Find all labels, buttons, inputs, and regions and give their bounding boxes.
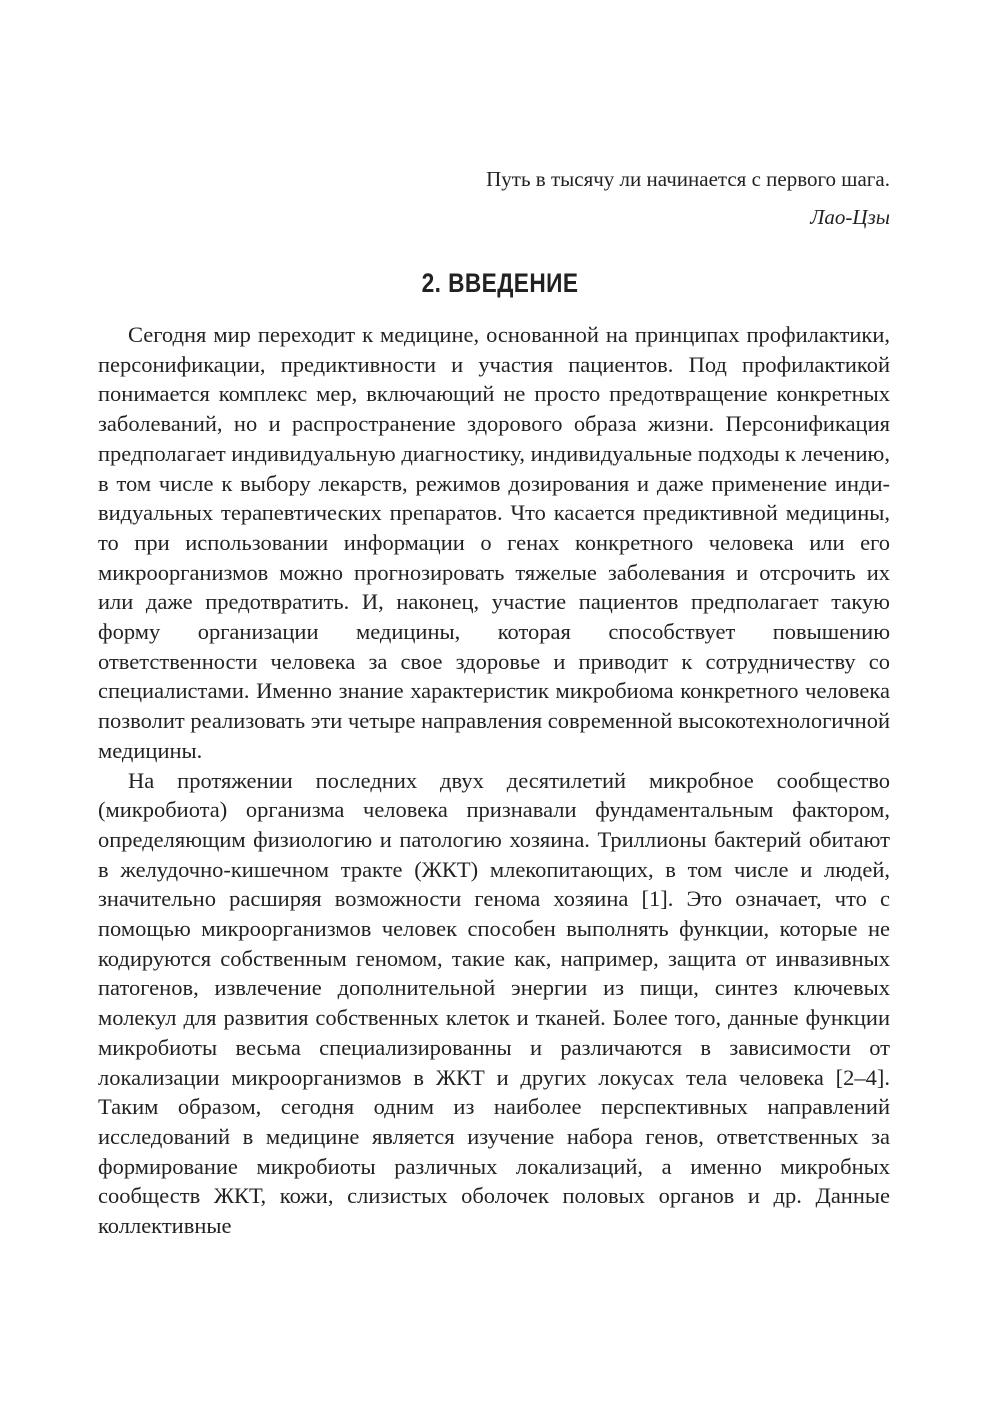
section-heading: 2. ВВЕДЕНИЕ — [421, 268, 579, 298]
epigraph-quote: Путь в тысячу ли начинается с первого шага. — [486, 167, 890, 191]
paragraph-1: Сегодня мир переходит к медицине, основанной на принципах профилактики, персонификации, предиктивности и участия пациентов. Под профилактикой понимается комплекс мер, включающий не просто предотвращение конкретных заболеваний, но и распространение здорового образа жизни. Персонификация предполагает индивидуальную диагностику, индивидуальные подходы к лечению, в том числе к выбору лекарств, режимов дозирования и даже применение индивидуальных терапевтических препаратов. Что касается предиктивной медицины, то при использовании информации о генах конкретного человека или его микроорганизмов можно прогнозировать тяжелые заболевания и отсрочить их или даже предотвратить. И, наконец, участие пациентов предполагает такую форму организации медицины, которая способствует повышению ответственности человека за свое здоровье и приводит к сотрудничеству со специалистами. Именно знание характеристик микробиома конкретного человека позволит реализовать эти четыре направления современной высокотехнологичной медицины. — [98, 322, 890, 763]
paragraph-2: На протяжении последних двух десятилетий микробное сообщество (микробиота) организма человека признавали фундаментальным фактором, определяющим физиологию и патологию хозяина. Триллионы бактерий обитают в желудочно-кишечном тракте (ЖКТ) млекопитающих, в том числе и людей, значительно расширяя возможности генома хозяина [1]. Это означает, что с помощью микроорганизмов человек способен выполнять функции, которые не кодируются собственным геномом, такие как, например, защита от инвазивных патогенов, извлечение дополнительной энергии из пищи, синтез ключевых молекул для развития собственных клеток и тканей. Более того, данные функции микробиоты весьма специализированны и различаются в зависимости от локализации микроорганизмов в ЖКТ и других локусах тела человека [2–4]. Таким образом, сегодня одним из наиболее перспективных направлений исследований в медицине является изучение набора генов, ответственных за формирование микробиоты различных локализаций, а именно микробных сообществ ЖКТ, кожи, слизистых оболочек половых органов и др. Данные коллективные — [98, 767, 890, 1239]
epigraph — [400, 160, 890, 236]
epigraph-author: Лао-Цзы — [810, 205, 890, 229]
body-text — [98, 320, 890, 1241]
